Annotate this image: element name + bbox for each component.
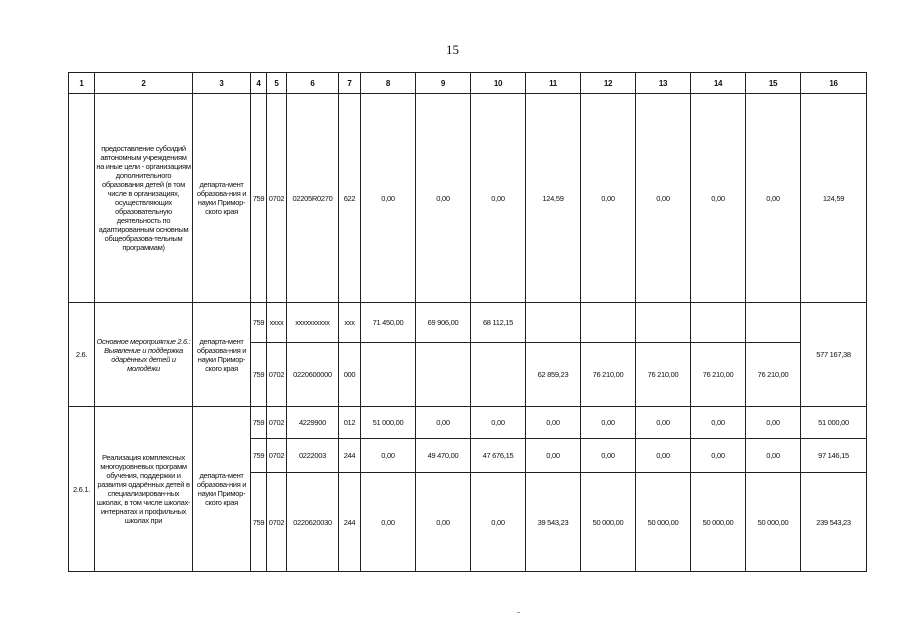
amount-cell — [526, 303, 581, 343]
amount-cell: 0,00 — [581, 439, 636, 473]
header-cell: 15 — [746, 73, 801, 94]
header-cell: 12 — [581, 73, 636, 94]
section-code: 0702 — [267, 473, 287, 572]
total-cell: 97 146,15 — [801, 439, 867, 473]
page-number: 15 — [446, 42, 459, 57]
total-cell: 124,59 — [801, 94, 867, 303]
measure-name: предоставление субсидий автономным учреждениям на иные цели - организациям дополнительного образования детей (в том числе в организациях, осуществляющих образовательную деятельность по адаптированным основным общеобразова-тельным программам) — [95, 94, 193, 303]
measure-name: Основное мероприятие 2.6.: Выявление и поддержка одарённых детей и молодёжи — [95, 303, 193, 407]
target-code: xxxxxxxxxx — [287, 303, 339, 343]
header-cell: 1 — [69, 73, 95, 94]
amount-cell: 0,00 — [746, 439, 801, 473]
header-cell: 14 — [691, 73, 746, 94]
amount-cell: 68 112,15 — [471, 303, 526, 343]
amount-cell — [746, 303, 801, 343]
amount-cell: 50 000,00 — [636, 473, 691, 572]
amount-cell: 0,00 — [636, 439, 691, 473]
department: департа-мент образова-ния и науки Примор-ского края — [193, 407, 251, 572]
amount-cell: 49 470,00 — [416, 439, 471, 473]
amount-cell: 50 000,00 — [691, 473, 746, 572]
amount-cell: 0,00 — [416, 407, 471, 439]
total-cell: 239 543,23 — [801, 473, 867, 572]
header-cell: 11 — [526, 73, 581, 94]
section-code: 0702 — [267, 439, 287, 473]
amount-cell: 0,00 — [416, 473, 471, 572]
amount-cell: 0,00 — [471, 94, 526, 303]
row-number: 2.6. — [69, 303, 95, 407]
budget-table — [68, 72, 867, 572]
expense-code: xxx — [339, 303, 361, 343]
amount-cell: 0,00 — [471, 407, 526, 439]
header-cell: 2 — [95, 73, 193, 94]
table-row — [69, 303, 867, 343]
header-cell: 16 — [801, 73, 867, 94]
header-cell: 4 — [251, 73, 267, 94]
amount-cell: 62 859,23 — [526, 343, 581, 407]
amount-cell: 0,00 — [526, 439, 581, 473]
header-cell: 6 — [287, 73, 339, 94]
amount-cell: 0,00 — [691, 439, 746, 473]
total-cell: 577 167,38 — [801, 303, 867, 407]
amount-cell: 0,00 — [526, 407, 581, 439]
target-code: 4229900 — [287, 407, 339, 439]
amount-cell: 0,00 — [581, 407, 636, 439]
amount-cell: 0,00 — [691, 407, 746, 439]
grbs-code: 759 — [251, 439, 267, 473]
amount-cell — [471, 343, 526, 407]
grbs-code: 759 — [251, 303, 267, 343]
scan-speck — [517, 612, 520, 613]
section-code: 0702 — [267, 94, 287, 303]
table-row — [69, 94, 867, 303]
department: департа-мент образова-ния и науки Примор-ского края — [193, 303, 251, 407]
amount-cell: 0,00 — [691, 94, 746, 303]
amount-cell: 0,00 — [361, 473, 416, 572]
amount-cell: 0,00 — [361, 439, 416, 473]
total-cell: 51 000,00 — [801, 407, 867, 439]
section-code: 0702 — [267, 343, 287, 407]
amount-cell: 50 000,00 — [746, 473, 801, 572]
amount-cell: 0,00 — [416, 94, 471, 303]
row-number — [69, 94, 95, 303]
header-cell: 10 — [471, 73, 526, 94]
amount-cell — [581, 303, 636, 343]
amount-cell: 51 000,00 — [361, 407, 416, 439]
expense-code: 244 — [339, 473, 361, 572]
amount-cell — [691, 303, 746, 343]
amount-cell: 124,59 — [526, 94, 581, 303]
amount-cell: 0,00 — [636, 94, 691, 303]
target-code: 02205R0270 — [287, 94, 339, 303]
table-row — [69, 407, 867, 439]
amount-cell: 69 906,00 — [416, 303, 471, 343]
header-cell: 9 — [416, 73, 471, 94]
header-cell: 7 — [339, 73, 361, 94]
expense-code: 012 — [339, 407, 361, 439]
grbs-code: 759 — [251, 94, 267, 303]
expense-code: 622 — [339, 94, 361, 303]
department: департа-мент образова-ния и науки Примор-ского края — [193, 94, 251, 303]
amount-cell: 76 210,00 — [746, 343, 801, 407]
amount-cell: 0,00 — [471, 473, 526, 572]
grbs-code: 759 — [251, 343, 267, 407]
amount-cell: 76 210,00 — [691, 343, 746, 407]
amount-cell: 50 000,00 — [581, 473, 636, 572]
header-row — [69, 73, 867, 94]
expense-code: 000 — [339, 343, 361, 407]
amount-cell — [361, 343, 416, 407]
target-code: 0220600000 — [287, 343, 339, 407]
measure-name: Реализация комплексных многоуровневых программ обучения, поддержки и развития одарённых детей в специализирован-ных школах, в том числе школах-интернатах и профильных школах при — [95, 407, 193, 572]
amount-cell — [636, 303, 691, 343]
amount-cell: 0,00 — [746, 407, 801, 439]
expense-code: 244 — [339, 439, 361, 473]
header-cell: 5 — [267, 73, 287, 94]
amount-cell: 0,00 — [581, 94, 636, 303]
amount-cell: 71 450,00 — [361, 303, 416, 343]
amount-cell — [416, 343, 471, 407]
target-code: 0220620030 — [287, 473, 339, 572]
header-cell: 3 — [193, 73, 251, 94]
amount-cell: 0,00 — [636, 407, 691, 439]
header-cell: 13 — [636, 73, 691, 94]
section-code: xxxx — [267, 303, 287, 343]
amount-cell: 0,00 — [746, 94, 801, 303]
grbs-code: 759 — [251, 407, 267, 439]
target-code: 0222003 — [287, 439, 339, 473]
row-number: 2.6.1. — [69, 407, 95, 572]
grbs-code: 759 — [251, 473, 267, 572]
header-cell: 8 — [361, 73, 416, 94]
amount-cell: 47 676,15 — [471, 439, 526, 473]
section-code: 0702 — [267, 407, 287, 439]
amount-cell: 0,00 — [361, 94, 416, 303]
amount-cell: 39 543,23 — [526, 473, 581, 572]
amount-cell: 76 210,00 — [636, 343, 691, 407]
amount-cell: 76 210,00 — [581, 343, 636, 407]
